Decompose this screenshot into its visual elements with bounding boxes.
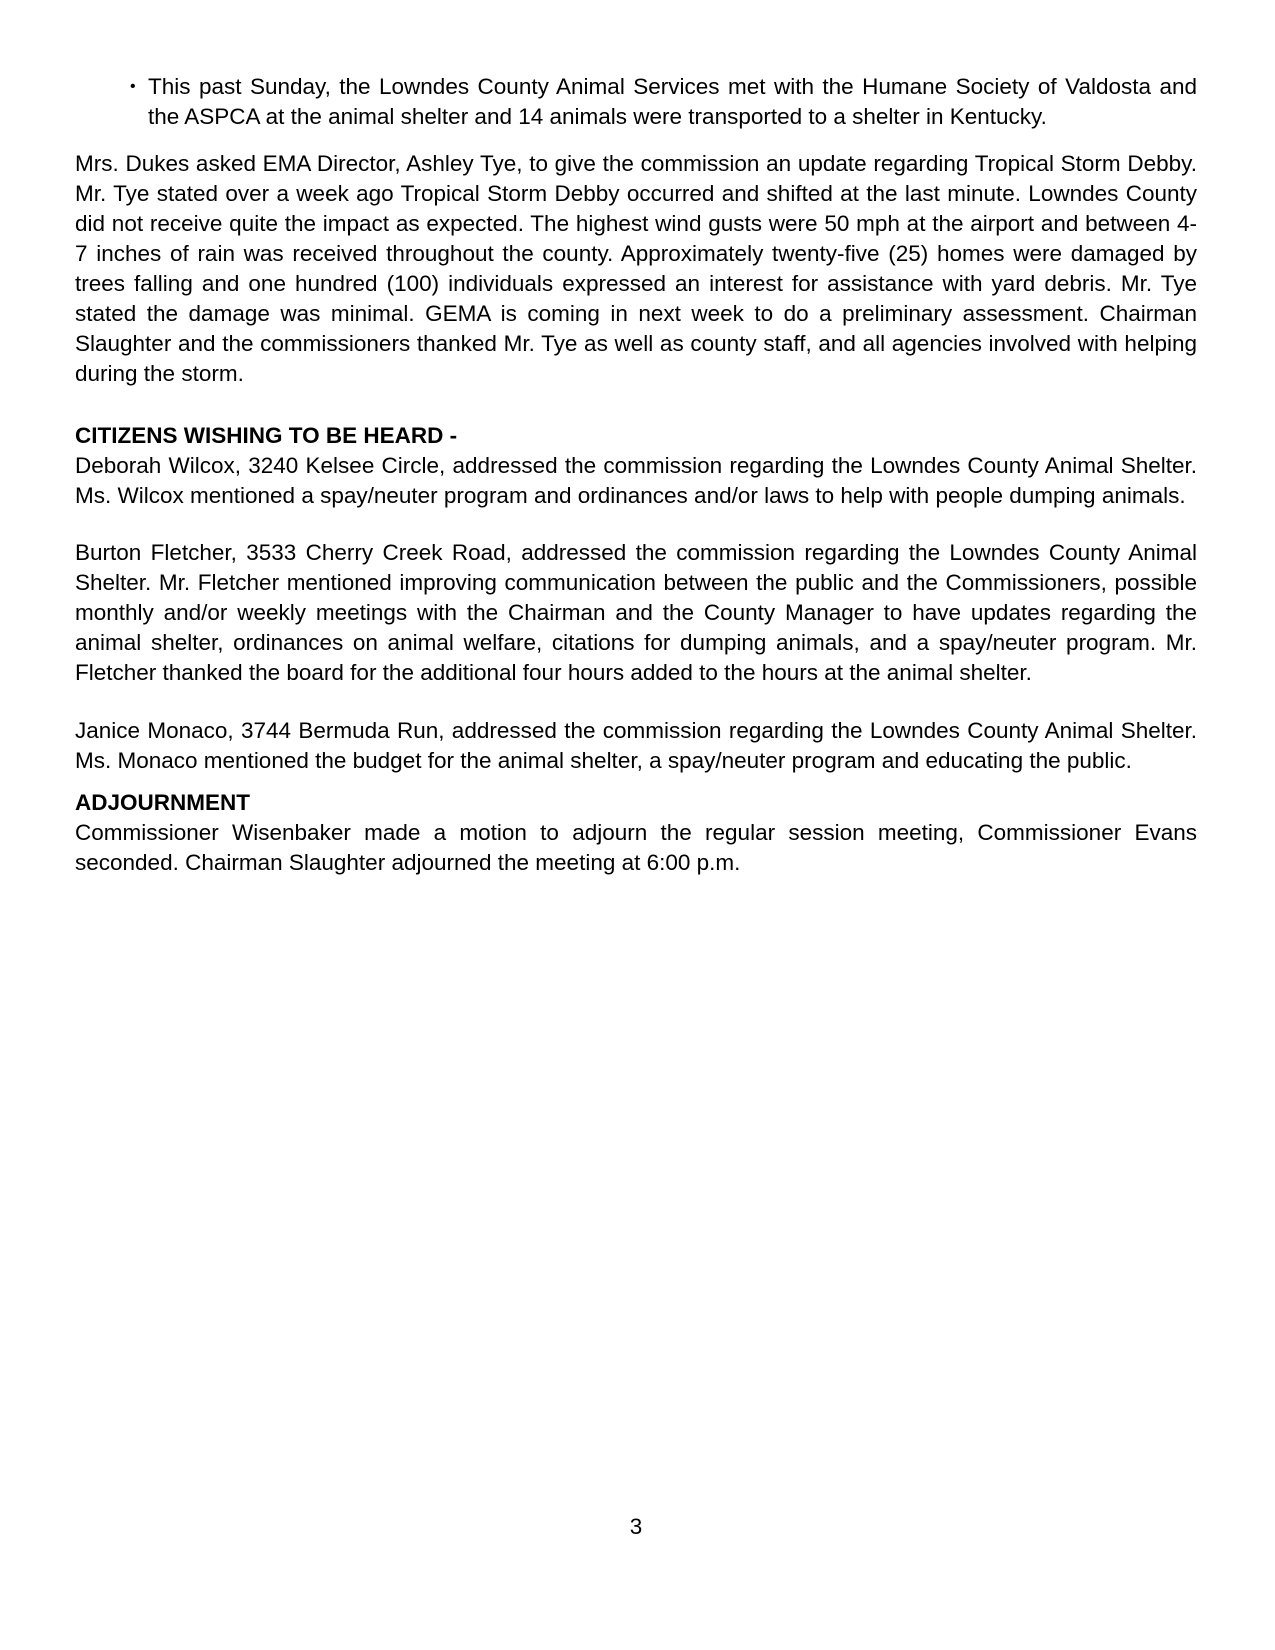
paragraph-speaker-wilcox: Deborah Wilcox, 3240 Kelsee Circle, addressed the commission regarding the Lowndes County Animal Shelter. Ms. Wilcox mentioned a spay/neuter program and ordinances and/or laws to help with people dumping animals. <box>75 453 1197 508</box>
paragraph-speaker-fletcher: Burton Fletcher, 3533 Cherry Creek Road, addressed the commission regarding the Lowndes County Animal Shelter. Mr. Fletcher mentioned improving communication between the public and the Commissioners, possible monthly and/or weekly meetings with the Chairman and the County Manager to have updates regarding the animal shelter, ordinances on animal welfare, citations for dumping animals, and a spay/neuter program. Mr. Fletcher thanked the board for the additional four hours added to the hours at the animal shelter. <box>75 540 1197 685</box>
page-number: 3 <box>629 1514 643 1539</box>
paragraph-storm-update: Mrs. Dukes asked EMA Director, Ashley Tye, to give the commission an update regarding Tropical Storm Debby. Mr. Tye stated over a week ago Tropical Storm Debby occurred and shifted at the last minute. Lowndes County did not receive quite the impact as expected. The highest wind gusts were 50 mph at the airport and between 4-7 inches of rain was received throughout the county. Approximately twenty-five (25) homes were damaged by trees falling and one hundred (100) individuals expressed an interest for assistance with yard debris. Mr. Tye stated the damage was minimal. GEMA is coming in next week to do a preliminary assessment. Chairman Slaughter and the commissioners thanked Mr. Tye as well as county staff, and all agencies involved with helping during the storm. <box>75 151 1197 386</box>
page-content <box>75 72 1197 878</box>
heading-citizens-wishing-to-be-heard: CITIZENS WISHING TO BE HEARD - <box>75 423 458 448</box>
bullet-item-text: This past Sunday, the Lowndes County Animal Services met with the Humane Society of Valdosta and the ASPCA at the animal shelter and 14 animals were transported to a shelter in Kentucky. <box>148 74 1197 129</box>
heading-adjournment: ADJOURNMENT <box>75 790 251 815</box>
bullet-icon: • <box>130 78 136 95</box>
paragraph-adjournment: Commissioner Wisenbaker made a motion to adjourn the regular session meeting, Commissioner Evans seconded. Chairman Slaughter adjourned the meeting at 6:00 p.m. <box>75 820 1197 875</box>
paragraph-speaker-monaco: Janice Monaco, 3744 Bermuda Run, addressed the commission regarding the Lowndes County Animal Shelter. Ms. Monaco mentioned the budget for the animal shelter, a spay/neuter program and educating the public. <box>75 718 1197 773</box>
bullet-list-item <box>130 72 1197 132</box>
